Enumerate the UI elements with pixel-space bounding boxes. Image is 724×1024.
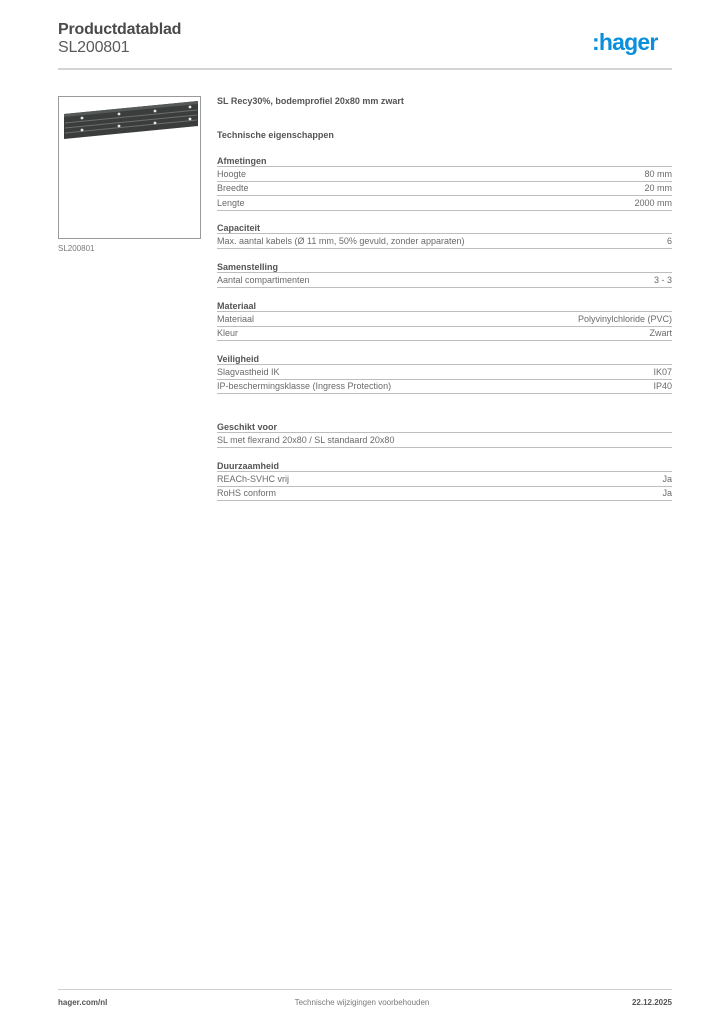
product-photo-icon [59, 97, 202, 240]
product-code: SL200801 [58, 39, 130, 56]
spec-row [217, 380, 672, 395]
technical-properties-heading: Technische eigenschappen [217, 130, 334, 140]
spec-value: 20 mm [644, 183, 672, 194]
spec-row [217, 365, 672, 380]
image-caption: SL200801 [58, 244, 95, 253]
spec-row [217, 312, 672, 327]
section-title: Veiligheid [217, 353, 672, 365]
spec-label: Aantal compartimenten [217, 274, 310, 285]
spec-label: IP-beschermingsklasse (Ingress Protection) [217, 381, 392, 392]
spec-label: Max. aantal kabels (Ø 11 mm, 50% gevuld, zonder apparaten) [217, 235, 465, 246]
page-title: Productdatablad [58, 21, 182, 38]
spec-row [217, 273, 672, 288]
product-description: SL Recy30%, bodemprofiel 20x80 mm zwart [217, 96, 404, 106]
spec-value: Polyvinylchloride (PVC) [577, 313, 672, 324]
footer-website-link[interactable]: hager.com/nl [58, 998, 108, 1007]
footer-divider [58, 989, 672, 990]
section-capacity [217, 222, 672, 249]
spec-row [217, 327, 672, 342]
section-composition [217, 261, 672, 288]
spec-value: Zwart [649, 328, 672, 339]
hager-logo: :hager [592, 29, 658, 55]
spec-value: IK07 [653, 366, 672, 377]
spec-label: Slagvastheid IK [217, 366, 280, 377]
section-safety [217, 353, 672, 394]
spec-value: 2000 mm [634, 197, 672, 208]
header-divider [58, 68, 672, 70]
section-title: Geschikt voor [217, 421, 672, 433]
section-title: Duurzaamheid [217, 460, 672, 472]
section-material [217, 300, 672, 341]
spec-row [217, 487, 672, 502]
spec-label: Breedte [217, 183, 249, 194]
spec-label: Hoogte [217, 168, 247, 179]
spec-value: Ja [662, 473, 672, 484]
footer-disclaimer: Technische wijzigingen voorbehouden [294, 998, 430, 1007]
spec-value: IP40 [653, 381, 672, 392]
spec-label: Materiaal [217, 313, 255, 324]
spec-row [217, 167, 672, 182]
spec-row [217, 196, 672, 211]
section-title: Materiaal [217, 300, 672, 312]
spec-row [217, 472, 672, 487]
spec-value: 6 [666, 235, 672, 246]
section-dimensions [217, 155, 672, 211]
section-title: Capaciteit [217, 222, 672, 234]
spec-value: 3 - 3 [653, 274, 672, 285]
footer-date: 22.12.2025 [631, 998, 672, 1007]
section-suitable-for [217, 421, 672, 448]
spec-value: Ja [662, 488, 672, 499]
spec-label: SL met flexrand 20x80 / SL standaard 20x80 [217, 434, 395, 445]
spec-value: 80 mm [644, 168, 672, 179]
spec-label: Kleur [217, 328, 239, 339]
product-image [58, 96, 201, 239]
section-sustainability [217, 460, 672, 501]
spec-row [217, 433, 672, 448]
spec-label: REACh-SVHC vrij [217, 473, 290, 484]
spec-row [217, 234, 672, 249]
section-title: Afmetingen [217, 155, 672, 167]
spec-label: RoHS conform [217, 488, 277, 499]
spec-label: Lengte [217, 197, 245, 208]
section-title: Samenstelling [217, 261, 672, 273]
spec-row [217, 182, 672, 197]
